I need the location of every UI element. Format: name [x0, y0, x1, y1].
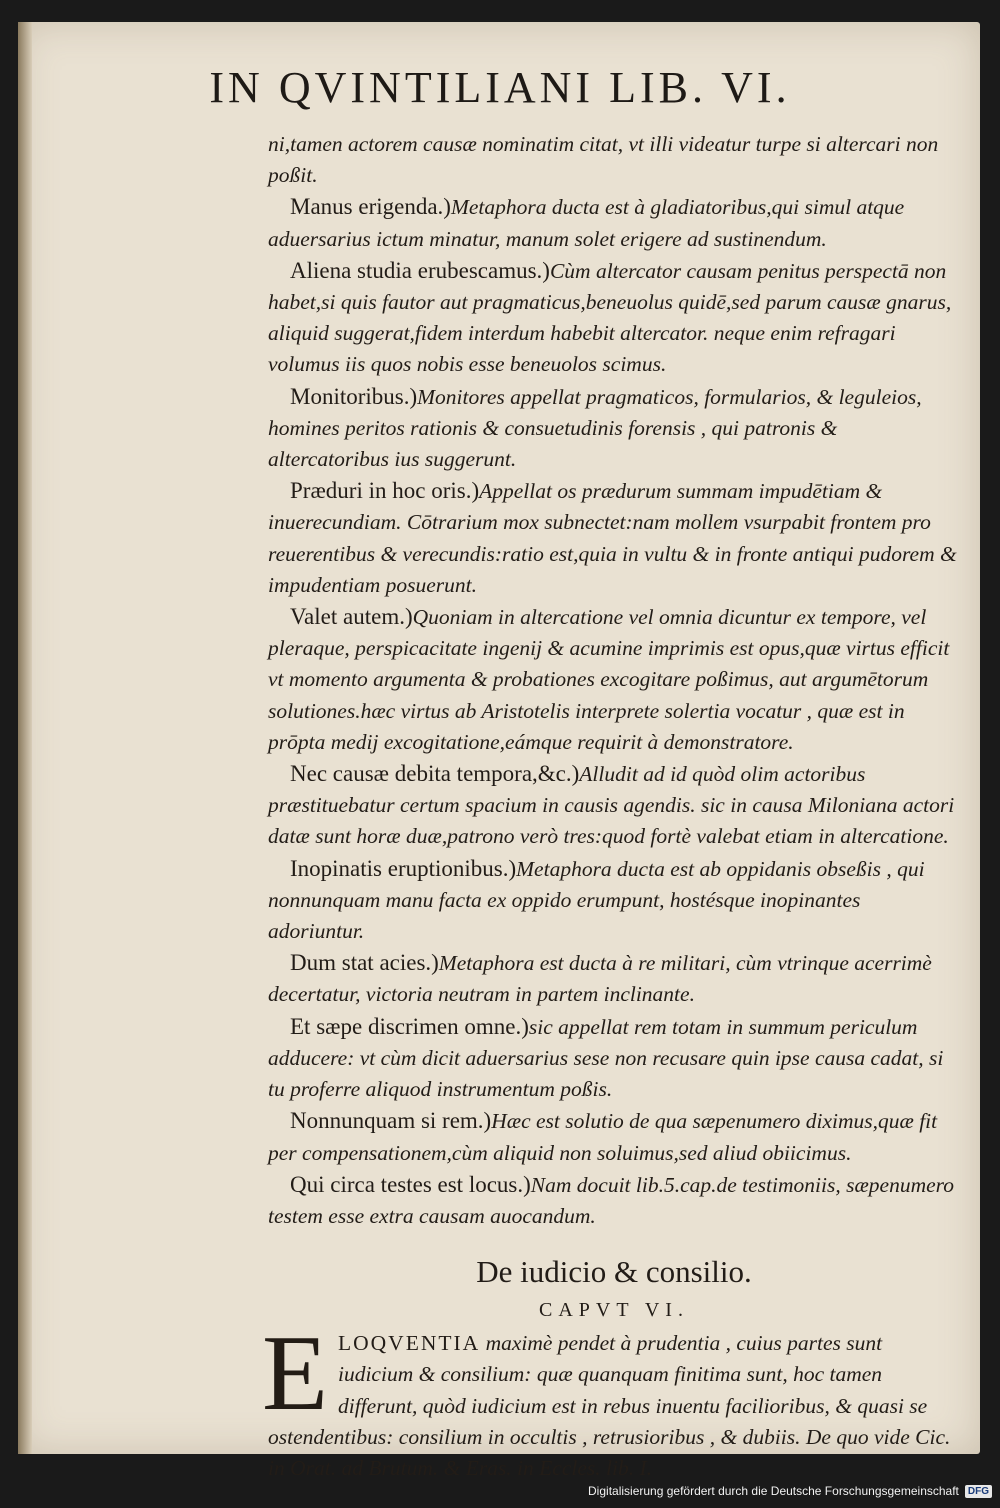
- lead-word: LOQVENTIA: [337, 1331, 481, 1356]
- lemma: Præduri in hoc oris.): [290, 478, 480, 504]
- lemma: Dum stat acies.): [290, 950, 439, 976]
- commentary-text: [262, 128, 960, 1484]
- paragraph: Monitoribus.)Monitores appellat pragmaticos, formularios, & leguleios, homines peritos rationis & consuetudinis forensis , qui patronis & altercatoribus ius suggerunt.: [268, 383, 922, 472]
- chapter-number: CAPVT VI.: [539, 1299, 689, 1322]
- digitization-footer: [588, 1484, 992, 1498]
- lemma: Et sæpe discrimen omne.): [290, 1013, 529, 1039]
- footer-text: Digitalisierung gefördert durch die Deutsche Forschungsgemeinschaft: [588, 1484, 959, 1498]
- paragraph: Valet autem.)Quoniam in altercatione vel omnia dicuntur ex tempore, vel pleraque, perspicacitate ingenij & acumine imprimis est opus,quæ virtus efficit vt momento argumenta & probationes excogitare poßimus, aut argumētorum solutiones.hæc virtus ab Aristotelis interprete solertia vocatur , quæ est in prōpta medij excogitatione,eámque requirit à demonstratore.: [268, 604, 950, 754]
- paragraph: Nec causæ debita tempora,&c.)Alludit ad id quòd olim actoribus præstituebatur certum spacium in causis agendis. sic in causa Miloniana actori datæ sunt horæ duæ,patrono verò tres:quod fortè valebat etiam in altercatione.: [268, 761, 955, 849]
- paragraph: Manus erigenda.)Metaphora ducta est à gladiatoribus,qui simul atque aduersarius ictum minatur, manum solet erigere ad sustinendum.: [268, 194, 905, 251]
- paragraph: Nonnunquam si rem.)Hæc est solutio de qua sæpenumero diximus,quæ fit per compensationem,cùm aliquid non soluimus,sed aliud obiicimus.: [268, 1108, 938, 1165]
- paragraph: Et sæpe discrimen omne.)sic appellat rem totam in summum periculum adducere: vt cùm dicit aduersarius sese non recusare quin ipse causa cadat, si tu proferre aliquod instrumentum poßis.: [268, 1013, 944, 1102]
- drop-cap-initial: E: [262, 1314, 328, 1434]
- running-title: IN QVINTILIANI LIB. VI.: [209, 63, 791, 112]
- lemma: Valet autem.): [290, 604, 413, 630]
- lemma: Nonnunquam si rem.): [290, 1108, 492, 1134]
- paragraph: ni,tamen actorem causæ nominatim citat, vt illi videatur turpe si altercari non poßit.: [268, 132, 939, 188]
- lemma: Aliena studia erubescamus.): [290, 257, 550, 283]
- paragraph: Qui circa testes est locus.)Nam docuit lib.5.cap.de testimoniis, sæpenumero testem esse extra causam auocandum.: [268, 1171, 954, 1228]
- paragraph: Aliena studia erubescamus.)Cùm altercator causam penitus perspectā non habet,si quis fautor aut pragmaticus,beneuolus quidē,sed parum causæ gnarus, aliquid suggerat,fidem interdum habebit altercator. neque enim refragari volumus iis quos nobis esse beneuolos scimus.: [268, 257, 952, 377]
- lemma: Inopinatis eruptionibus.): [290, 855, 517, 881]
- paragraph: Dum stat acies.)Metaphora est ducta à re militari, cùm vtrinque acerrimè decertatur, victoria neutram in partem inclinante.: [268, 950, 932, 1007]
- lemma: Monitoribus.): [290, 383, 418, 409]
- chapter-title: De iudicio & consilio.: [476, 1254, 752, 1290]
- paragraph: Præduri in hoc oris.)Appellat os prædurum summam impudētiam & inuerecundiam. Cōtrarium mox subnectet:nam mollem vsurpabit frontem pro reuerentibus & verecundis:ratio est,quia in vultu & in fronte antiqui pudorem & impudentiam posuerunt.: [268, 478, 957, 597]
- lemma: Manus erigenda.): [290, 194, 451, 220]
- lemma: Qui circa testes est locus.): [290, 1171, 531, 1197]
- chapter-paragraph: ELOQVENTIA maximè pendet à prudentia , cuius partes sunt iudicium & consilium: quæ quanquam finitima sunt, hoc tamen differunt, quòd iudicium est in rebus inuentu facilioribus, & quasi se ostendentibus: consilium in occultis , retrusioribus , & dubiis. De quo vide Cic. in Orat. ad Brutum. & Eras. in Eccles. lib. I.: [262, 1314, 951, 1480]
- dfg-logo: DFG: [965, 1485, 992, 1498]
- page-edge: [18, 22, 32, 1454]
- paragraph: Inopinatis eruptionibus.)Metaphora ducta est ab oppidanis obseßis , qui nonnunquam manu facta ex oppido erumpunt, hostésque inopinantes adoriuntur.: [268, 855, 925, 944]
- lemma: Nec causæ debita tempora,&c.): [290, 761, 580, 787]
